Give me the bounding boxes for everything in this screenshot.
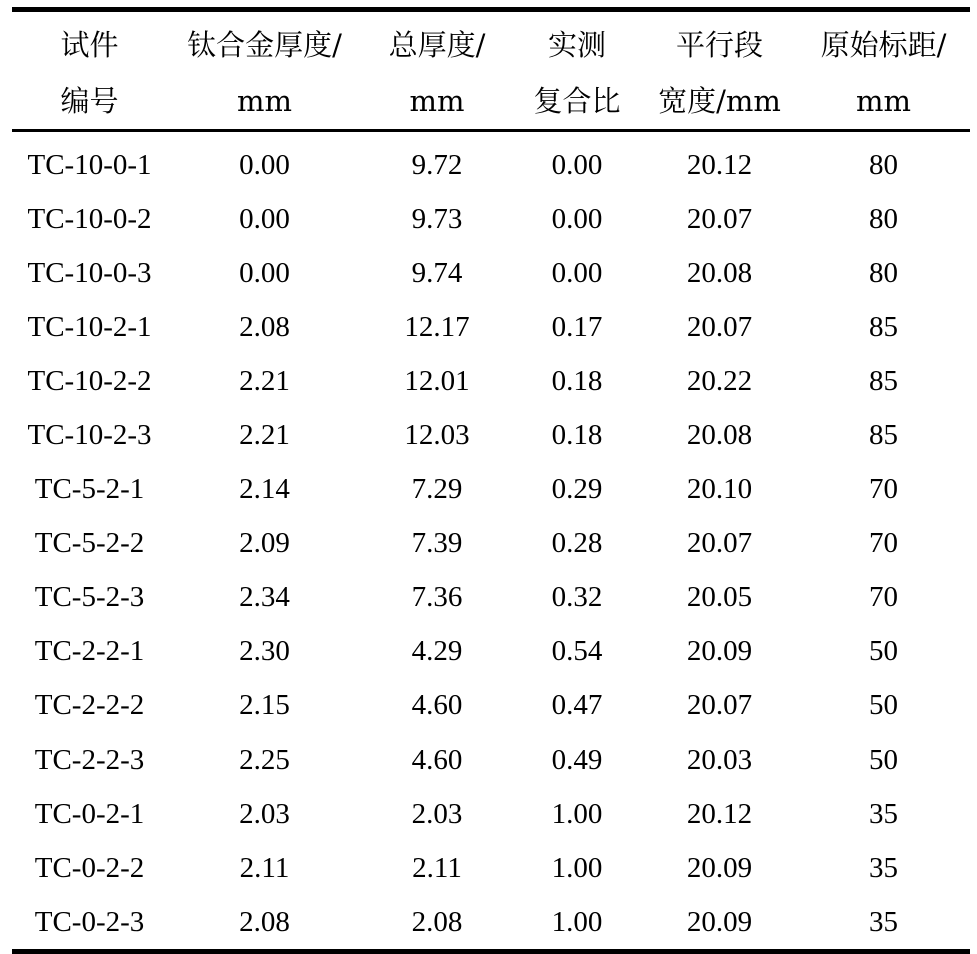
table-row [12,463,970,517]
cell-parallel-width: 20.07 [686,527,753,560]
cell-measured-ratio: 1.00 [551,797,603,830]
cell-total-thickness: 9.72 [411,148,463,181]
cell-gauge-length: 85 [869,419,898,452]
header-total-thickness: 总厚度/ [388,28,486,62]
cell-titanium-thickness: 2.08 [239,310,290,343]
cell-measured-ratio: 0.00 [551,202,603,235]
cell-gauge-length: 35 [869,905,898,938]
table-row [12,300,970,354]
cell-gauge-length: 35 [869,797,898,830]
cell-titanium-thickness: 0.00 [239,256,290,289]
cell-total-thickness: 4.60 [411,743,463,776]
cell-titanium-thickness: 2.11 [239,851,290,884]
cell-titanium-thickness: 2.08 [239,905,290,938]
cell-measured-ratio: 0.54 [551,635,603,668]
cell-parallel-width: 20.09 [686,851,753,884]
table-header [12,12,970,129]
cell-measured-ratio: 0.32 [551,581,603,614]
cell-specimen-id: TC-10-0-2 [27,202,152,235]
cell-specimen-id: TC-0-2-3 [34,905,145,938]
cell-specimen-id: TC-10-2-2 [27,364,152,397]
cell-total-thickness: 12.17 [404,310,470,343]
cell-specimen-id: TC-2-2-3 [34,743,145,776]
cell-parallel-width: 20.07 [686,310,753,343]
table-row [12,679,970,733]
cell-specimen-id: TC-5-2-1 [34,473,145,506]
header-titanium-thickness: 钛合金厚度/ [187,28,342,62]
cell-gauge-length: 70 [869,527,898,560]
cell-total-thickness: 9.73 [411,202,463,235]
cell-parallel-width: 20.09 [686,905,753,938]
cell-titanium-thickness: 0.00 [239,148,290,181]
cell-total-thickness: 12.01 [404,364,470,397]
table-row [12,408,970,462]
specimen-table-body [12,132,970,949]
table-row [12,354,970,408]
header-total-thickness-unit: mm [409,84,465,118]
table-row [12,571,970,625]
specimen-table-container [12,0,970,954]
cell-gauge-length: 80 [869,256,898,289]
cell-titanium-thickness: 2.34 [239,581,290,614]
header-parallel-width-unit: 宽度/mm [658,84,781,118]
cell-gauge-length: 70 [869,581,898,614]
cell-titanium-thickness: 2.09 [239,527,290,560]
cell-total-thickness: 2.03 [411,797,463,830]
specimen-table [12,12,970,129]
cell-gauge-length: 80 [869,202,898,235]
cell-total-thickness: 9.74 [411,256,463,289]
table-row [12,895,970,949]
header-measured-ratio: 实测 [547,28,606,62]
cell-total-thickness: 7.36 [411,581,463,614]
table-row [12,625,970,679]
cell-total-thickness: 12.03 [404,419,470,452]
table-row [12,841,970,895]
cell-total-thickness: 2.11 [412,851,462,884]
cell-parallel-width: 20.08 [686,256,753,289]
header-gauge-length: 原始标距/ [820,28,947,62]
cell-total-thickness: 2.08 [411,905,463,938]
cell-gauge-length: 50 [869,743,898,776]
cell-specimen-id: TC-10-2-3 [27,419,152,452]
cell-parallel-width: 20.12 [686,797,753,830]
cell-gauge-length: 85 [869,310,898,343]
cell-titanium-thickness: 2.03 [239,797,290,830]
cell-parallel-width: 20.05 [686,581,753,614]
cell-gauge-length: 70 [869,473,898,506]
cell-parallel-width: 20.07 [686,202,753,235]
cell-measured-ratio: 0.47 [551,689,603,722]
table-row [12,132,970,192]
header-specimen-id: 试件 [60,28,119,62]
cell-specimen-id: TC-5-2-2 [34,527,145,560]
cell-measured-ratio: 0.18 [551,364,603,397]
cell-gauge-length: 50 [869,689,898,722]
header-specimen-id-line2: 编号 [60,84,119,118]
header-row-1 [12,12,970,73]
cell-specimen-id: TC-0-2-2 [34,851,145,884]
table-row [12,517,970,571]
cell-titanium-thickness: 2.30 [239,635,290,668]
cell-specimen-id: TC-2-2-1 [34,635,145,668]
cell-parallel-width: 20.09 [686,635,753,668]
cell-titanium-thickness: 2.21 [239,419,290,452]
cell-total-thickness: 4.29 [411,635,463,668]
cell-parallel-width: 20.10 [686,473,753,506]
cell-specimen-id: TC-2-2-2 [34,689,145,722]
cell-total-thickness: 4.60 [411,689,463,722]
cell-gauge-length: 80 [869,148,898,181]
cell-measured-ratio: 0.29 [551,473,603,506]
header-titanium-thickness-unit: mm [237,84,292,118]
header-measured-ratio-line2: 复合比 [533,84,621,118]
header-gauge-length-unit: mm [856,84,911,118]
cell-parallel-width: 20.08 [686,419,753,452]
cell-parallel-width: 20.22 [686,364,753,397]
cell-parallel-width: 20.12 [686,148,753,181]
cell-specimen-id: TC-5-2-3 [34,581,145,614]
cell-gauge-length: 50 [869,635,898,668]
cell-total-thickness: 7.39 [411,527,463,560]
cell-specimen-id: TC-0-2-1 [34,797,145,830]
cell-gauge-length: 35 [869,851,898,884]
cell-measured-ratio: 0.00 [551,148,603,181]
cell-titanium-thickness: 2.21 [239,364,290,397]
cell-gauge-length: 85 [869,364,898,397]
cell-specimen-id: TC-10-0-3 [27,256,152,289]
cell-titanium-thickness: 2.25 [239,743,290,776]
cell-measured-ratio: 0.49 [551,743,603,776]
table-row [12,787,970,841]
header-row-2 [12,73,970,129]
cell-measured-ratio: 0.18 [551,419,603,452]
table-body [12,132,970,949]
table-row [12,246,970,300]
cell-measured-ratio: 0.00 [551,256,603,289]
cell-parallel-width: 20.03 [686,743,753,776]
cell-parallel-width: 20.07 [686,689,753,722]
header-parallel-width: 平行段 [675,28,763,62]
cell-measured-ratio: 0.17 [551,310,603,343]
cell-titanium-thickness: 2.15 [239,689,290,722]
cell-measured-ratio: 1.00 [551,905,603,938]
cell-total-thickness: 7.29 [411,473,463,506]
cell-specimen-id: TC-10-0-1 [27,148,152,181]
table-row [12,192,970,246]
cell-measured-ratio: 0.28 [551,527,603,560]
cell-measured-ratio: 1.00 [551,851,603,884]
table-row [12,733,970,787]
cell-titanium-thickness: 2.14 [239,473,290,506]
cell-specimen-id: TC-10-2-1 [27,310,152,343]
cell-titanium-thickness: 0.00 [239,202,290,235]
